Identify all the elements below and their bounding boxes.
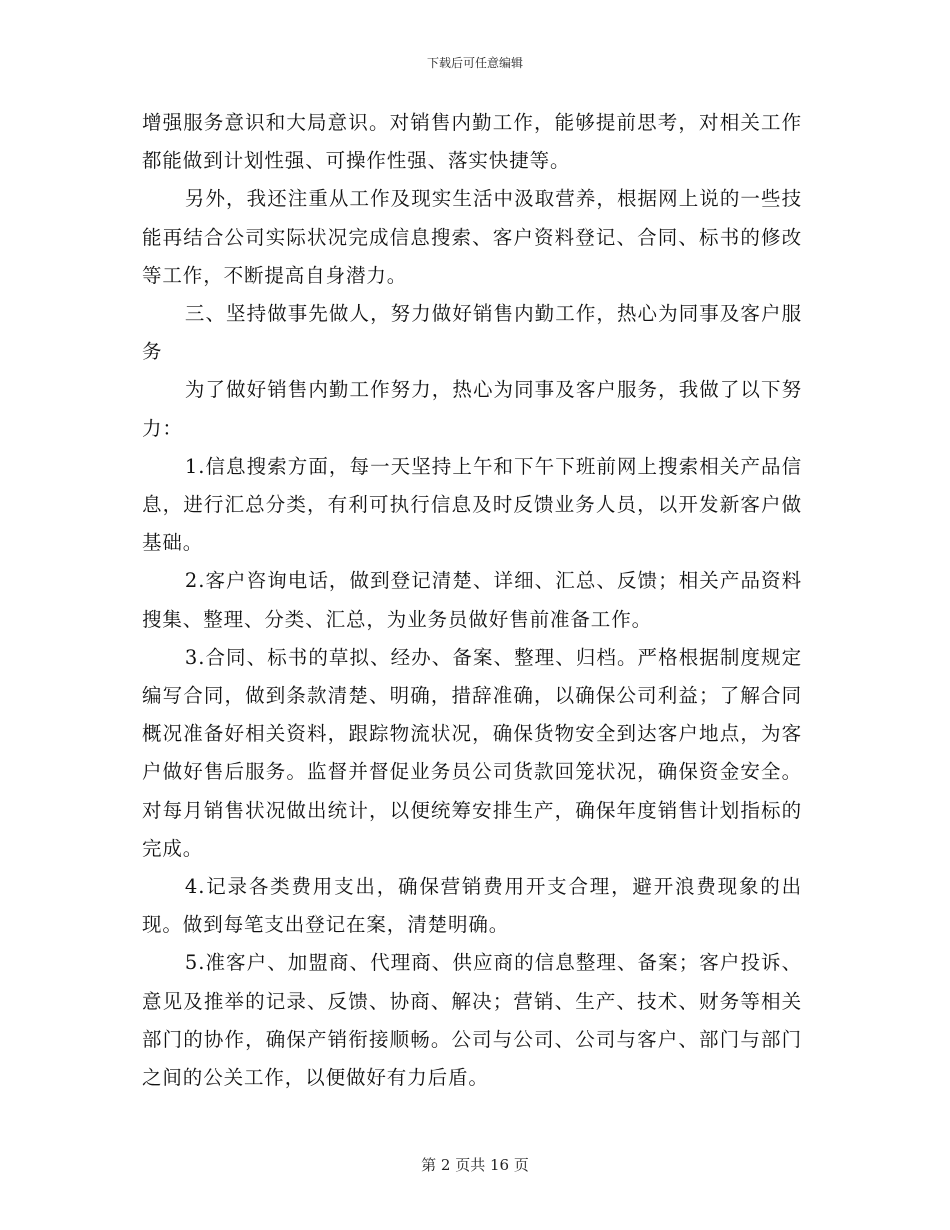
paragraph: 为了做好销售内勤工作努力，热心为同事及客户服务，我做了以下努力： bbox=[142, 378, 802, 440]
list-item: 4.记录各类费用支出，确保营销费用开支合理，避开浪费现象的出现。做到每笔支出登记在案，清楚明确。 bbox=[142, 875, 802, 937]
list-item: 5.准客户、加盟商、代理商、供应商的信息整理、备案；客户投诉、意见及推举的记录、反馈、协商、解决；营销、生产、技术、财务等相关部门的协作，确保产销衔接顺畅。公司与公司、公司与客户、部门与部门之间的公关工作，以便做好有力后盾。 bbox=[142, 951, 802, 1090]
list-item: 3.合同、标书的草拟、经办、备案、整理、归档。严格根据制度规定编写合同，做到条款清楚、明确，措辞准确，以确保公司利益；了解合同概况准备好相关资料，跟踪物流状况，确保货物安全到达客户地点，为客户做好售后服务。监督并督促业务员公司货款回笼状况，确保资金安全。对每月销售状况做出统计，以便统筹安排生产，确保年度销售计划指标的完成。 bbox=[142, 645, 802, 860]
list-item: 1.信息搜索方面，每一天坚持上午和下午下班前网上搜索相关产品信息，进行汇总分类，有利可执行信息及时反馈业务人员，以开发新客户做基础。 bbox=[142, 454, 802, 555]
section-heading: 三、坚持做事先做人，努力做好销售内勤工作，热心为同事及客户服务 bbox=[142, 302, 802, 364]
paragraph: 另外，我还注重从工作及现实生活中汲取营养，根据网上说的一些技能再结合公司实际状况完成信息搜索、客户资料登记、合同、标书的修改等工作，不断提高自身潜力。 bbox=[142, 187, 802, 287]
document-body bbox=[142, 104, 802, 1097]
paragraph: 增强服务意识和大局意识。对销售内勤工作，能够提前思考，对相关工作都能做到计划性强、可操作性强、落实快捷等。 bbox=[142, 111, 802, 173]
list-item: 2.客户咨询电话，做到登记清楚、详细、汇总、反馈；相关产品资料搜集、整理、分类、汇总，为业务员做好售前准备工作。 bbox=[142, 569, 802, 631]
page-header: 下载后可任意编辑 bbox=[426, 56, 523, 70]
page-number: 第 2 页共 16 页 bbox=[421, 1156, 529, 1174]
